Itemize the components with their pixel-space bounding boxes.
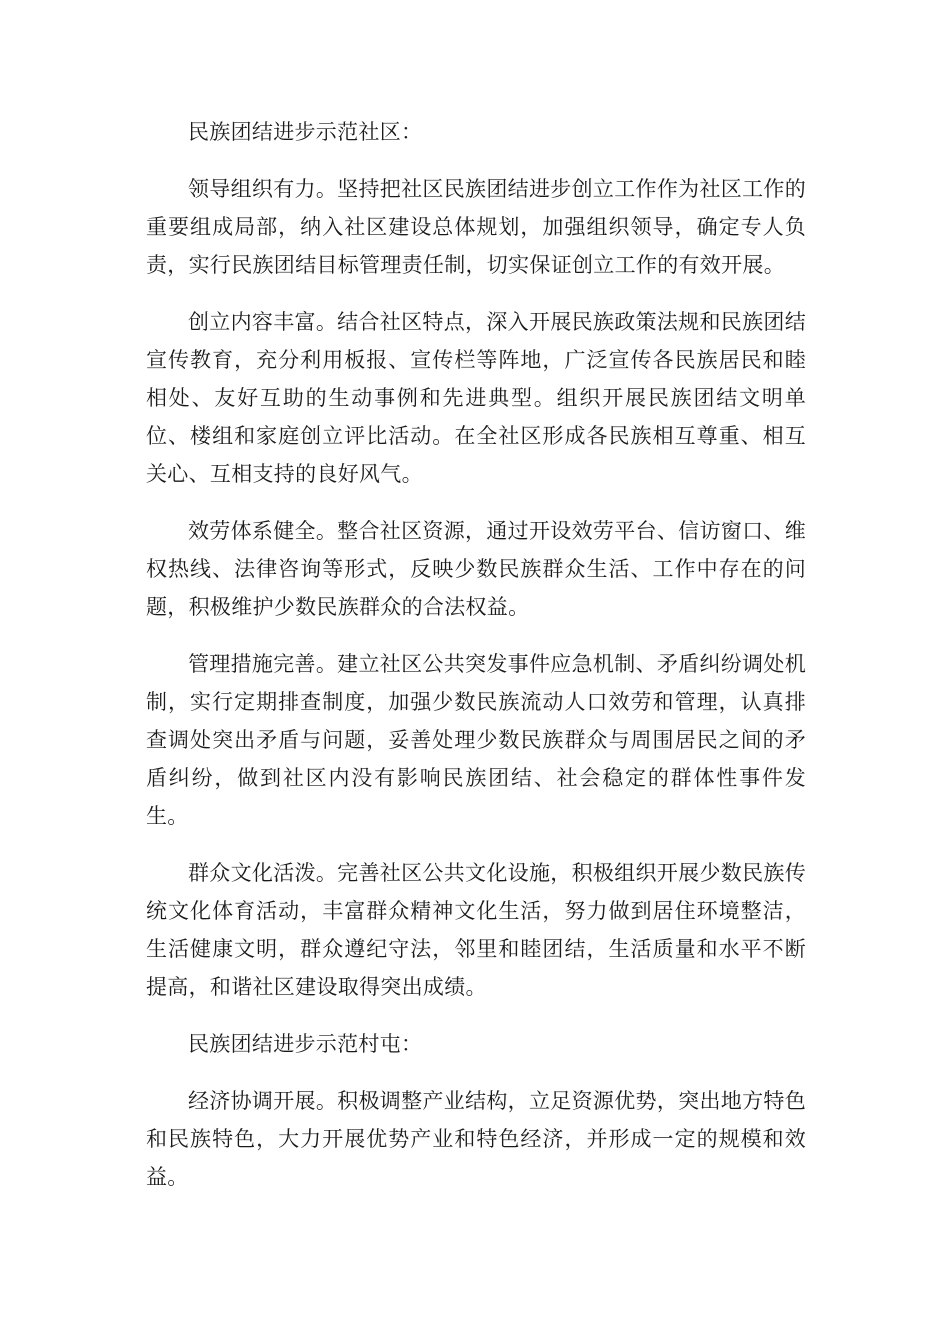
paragraph-culture: 群众文化活泼。完善社区公共文化设施，积极组织开展少数民族传统文化体育活动，丰富群众精神文化生活，努力做到居住环境整洁，生活健康文明，群众遵纪守法，邻里和睦团结，生活质量和水平不断提高，和谐社区建设取得突出成绩。: [146, 861, 806, 999]
section-heading-village: 民族团结进步示范村屯：: [188, 1032, 423, 1056]
paragraph-content: 创立内容丰富。结合社区特点，深入开展民族政策法规和民族团结宣传教育，充分利用板报、宣传栏等阵地，广泛宣传各民族居民和睦相处、友好互助的生动事例和先进典型。组织开展民族团结文明单位、楼组和家庭创立评比活动。在全社区形成各民族相互尊重、相互关心、互相支持的良好风气。: [146, 310, 806, 486]
paragraph-economy: 经济协调开展。积极调整产业结构，立足资源优势，突出地方特色和民族特色，大力开展优势产业和特色经济，并形成一定的规模和效益。: [146, 1089, 806, 1189]
paragraph-leadership: 领导组织有力。坚持把社区民族团结进步创立工作作为社区工作的重要组成局部，纳入社区建设总体规划，加强组织领导，确定专人负责，实行民族团结目标管理责任制，切实保证创立工作的有效开展。: [146, 177, 806, 277]
paragraph-service: 效劳体系健全。整合社区资源，通过开设效劳平台、信访窗口、维权热线、法律咨询等形式，反映少数民族群众生活、工作中存在的问题，积极维护少数民族群众的合法权益。: [146, 519, 806, 619]
paragraph-management: 管理措施完善。建立社区公共突发事件应急机制、矛盾纠纷调处机制，实行定期排查制度，加强少数民族流动人口效劳和管理，认真排查调处突出矛盾与问题，妥善处理少数民族群众与周围居民之间的矛盾纠纷，做到社区内没有影响民族团结、社会稳定的群体性事件发生。: [146, 652, 806, 828]
document-body: [146, 113, 806, 1215]
section-heading-community: 民族团结进步示范社区：: [188, 120, 423, 144]
